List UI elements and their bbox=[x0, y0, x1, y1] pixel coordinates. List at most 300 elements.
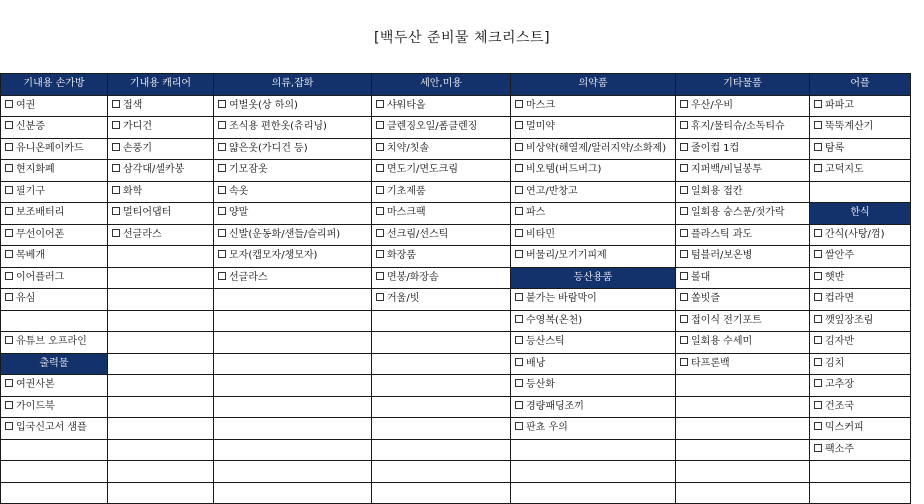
item-label: 컵라면 bbox=[825, 293, 854, 305]
checkbox-icon[interactable] bbox=[515, 401, 523, 409]
empty-cell bbox=[108, 289, 214, 311]
checklist-item bbox=[214, 181, 372, 203]
item-label: 휴지/물티슈/소독티슈 bbox=[691, 121, 785, 133]
checklist-item bbox=[676, 246, 810, 268]
checkbox-icon[interactable] bbox=[515, 100, 523, 108]
item-label: 신분증 bbox=[16, 121, 45, 133]
checkbox-icon[interactable] bbox=[515, 293, 523, 301]
checkbox-icon[interactable] bbox=[515, 186, 523, 194]
checklist-item bbox=[676, 353, 810, 375]
column-header: 세안,미용 bbox=[372, 74, 511, 96]
item-label: 삼각대/셀카봉 bbox=[123, 164, 185, 176]
item-label: 화장품 bbox=[387, 250, 416, 262]
checklist-item bbox=[214, 160, 372, 182]
empty-cell bbox=[1, 461, 108, 483]
checkbox-icon[interactable] bbox=[515, 336, 523, 344]
empty-cell bbox=[214, 482, 372, 504]
item-label: 고추장 bbox=[825, 379, 854, 391]
item-label: 손풍기 bbox=[123, 142, 152, 154]
column-header: 의약품 bbox=[511, 74, 676, 96]
item-label: 볼대 bbox=[691, 271, 711, 283]
empty-cell bbox=[214, 439, 372, 461]
empty-cell bbox=[810, 181, 911, 203]
checkbox-icon[interactable] bbox=[814, 315, 822, 323]
table-row bbox=[1, 117, 911, 139]
table-row bbox=[1, 267, 911, 289]
empty-cell bbox=[372, 418, 511, 440]
checklist-item bbox=[1, 160, 108, 182]
table-row bbox=[1, 246, 911, 268]
checkbox-icon[interactable] bbox=[5, 379, 13, 387]
checkbox-icon[interactable] bbox=[515, 379, 523, 387]
checklist-item bbox=[511, 310, 676, 332]
checkbox-icon[interactable] bbox=[5, 293, 13, 301]
table-row bbox=[1, 95, 911, 117]
empty-cell bbox=[511, 439, 676, 461]
checkbox-icon[interactable] bbox=[376, 121, 384, 129]
checklist-item bbox=[810, 117, 911, 139]
empty-cell bbox=[108, 310, 214, 332]
checklist-item bbox=[372, 181, 511, 203]
table-row bbox=[1, 353, 911, 375]
checkbox-icon[interactable] bbox=[515, 315, 523, 323]
checklist-item bbox=[372, 95, 511, 117]
empty-cell bbox=[372, 310, 511, 332]
checklist-item bbox=[676, 332, 810, 354]
checkbox-icon[interactable] bbox=[5, 164, 13, 172]
item-label: 타프론백 bbox=[691, 357, 730, 369]
empty-cell bbox=[108, 396, 214, 418]
checklist-item bbox=[511, 203, 676, 225]
checkbox-icon[interactable] bbox=[814, 379, 822, 387]
checklist-item bbox=[372, 267, 511, 289]
checkbox-icon[interactable] bbox=[814, 229, 822, 237]
column-header: 등산용품 bbox=[511, 267, 676, 289]
checkbox-icon[interactable] bbox=[376, 164, 384, 172]
checkbox-icon[interactable] bbox=[515, 121, 523, 129]
item-label: 무선이어폰 bbox=[16, 228, 65, 240]
checkbox-icon[interactable] bbox=[814, 293, 822, 301]
checkbox-icon[interactable] bbox=[376, 100, 384, 108]
item-label: 파파고 bbox=[825, 99, 854, 111]
item-label: 연고/반창고 bbox=[526, 185, 578, 197]
empty-cell bbox=[214, 461, 372, 483]
empty-cell bbox=[676, 396, 810, 418]
item-label: 김자반 bbox=[825, 336, 854, 348]
checklist-item bbox=[511, 138, 676, 160]
item-label: 여벌옷(상 하의) bbox=[229, 99, 298, 111]
column-header: 기내용 손가방 bbox=[1, 74, 108, 96]
checklist-item bbox=[214, 203, 372, 225]
checkbox-icon[interactable] bbox=[5, 121, 13, 129]
checkbox-icon[interactable] bbox=[680, 358, 688, 366]
item-label: 신발(운동화/샌들/슬리퍼) bbox=[229, 228, 341, 240]
empty-cell bbox=[108, 418, 214, 440]
empty-cell bbox=[810, 482, 911, 504]
item-label: 접색 bbox=[123, 99, 143, 111]
checklist-item bbox=[676, 203, 810, 225]
checklist-item bbox=[108, 160, 214, 182]
item-label: 치약/칫솔 bbox=[387, 142, 430, 154]
empty-cell bbox=[372, 375, 511, 397]
item-label: 현지화폐 bbox=[16, 164, 55, 176]
column-header: 기내용 캐리어 bbox=[108, 74, 214, 96]
checklist-item bbox=[214, 138, 372, 160]
checkbox-icon[interactable] bbox=[515, 250, 523, 258]
item-label: 비타민 bbox=[526, 228, 555, 240]
checkbox-icon[interactable] bbox=[515, 164, 523, 172]
item-label: 깻잎장조림 bbox=[825, 314, 874, 326]
table-row bbox=[1, 203, 911, 225]
item-label: 유튜브 오프라인 bbox=[16, 336, 87, 348]
checklist-item bbox=[810, 396, 911, 418]
item-label: 등산화 bbox=[526, 379, 555, 391]
item-label: 이어플러그 bbox=[16, 271, 65, 283]
checkbox-icon[interactable] bbox=[680, 315, 688, 323]
checkbox-icon[interactable] bbox=[814, 121, 822, 129]
checklist-item bbox=[108, 117, 214, 139]
item-label: 붙가는 바람막이 bbox=[526, 293, 597, 305]
item-label: 일회용 숭스푼/젓가락 bbox=[691, 207, 785, 219]
checkbox-icon[interactable] bbox=[680, 336, 688, 344]
item-label: 마스크 bbox=[526, 99, 555, 111]
item-label: 등산스틱 bbox=[526, 336, 565, 348]
empty-cell bbox=[108, 332, 214, 354]
checkbox-icon[interactable] bbox=[5, 186, 13, 194]
checklist-item bbox=[810, 224, 911, 246]
table-row bbox=[1, 482, 911, 504]
table-row bbox=[1, 375, 911, 397]
checklist-item bbox=[1, 246, 108, 268]
checklist-item bbox=[810, 289, 911, 311]
checklist-item bbox=[810, 439, 911, 461]
checkbox-icon[interactable] bbox=[814, 401, 822, 409]
checklist-item bbox=[810, 375, 911, 397]
empty-cell bbox=[1, 482, 108, 504]
checklist-item bbox=[214, 224, 372, 246]
item-label: 판쵸 우의 bbox=[526, 422, 568, 434]
empty-cell bbox=[108, 482, 214, 504]
checklist-item bbox=[1, 332, 108, 354]
item-label: 입국신고서 샘플 bbox=[16, 422, 87, 434]
checklist-item bbox=[1, 117, 108, 139]
checkbox-icon[interactable] bbox=[814, 358, 822, 366]
empty-cell bbox=[511, 461, 676, 483]
checkbox-icon[interactable] bbox=[5, 401, 13, 409]
checklist-item bbox=[810, 138, 911, 160]
checkbox-icon[interactable] bbox=[680, 143, 688, 151]
empty-cell bbox=[676, 439, 810, 461]
checklist-item bbox=[676, 181, 810, 203]
item-label: 속옷 bbox=[229, 185, 249, 197]
checkbox-icon[interactable] bbox=[5, 100, 13, 108]
table-row bbox=[1, 138, 911, 160]
checkbox-icon[interactable] bbox=[814, 250, 822, 258]
checklist-item bbox=[1, 375, 108, 397]
item-label: 양말 bbox=[229, 207, 249, 219]
table-row bbox=[1, 310, 911, 332]
item-label: 얇은옷(가디건 등) bbox=[229, 142, 308, 154]
checklist-item bbox=[1, 267, 108, 289]
column-header: 어플 bbox=[810, 74, 911, 96]
checklist-item bbox=[1, 181, 108, 203]
table-row bbox=[1, 181, 911, 203]
checklist-item bbox=[372, 160, 511, 182]
checkbox-icon[interactable] bbox=[112, 121, 120, 129]
column-header: 출력물 bbox=[1, 353, 108, 375]
checklist-item bbox=[810, 353, 911, 375]
item-label: 버물리/모기기피제 bbox=[526, 250, 607, 262]
checkbox-icon[interactable] bbox=[376, 186, 384, 194]
checkbox-icon[interactable] bbox=[680, 100, 688, 108]
checklist-item bbox=[676, 310, 810, 332]
item-label: 가디건 bbox=[123, 121, 152, 133]
item-label: 화학 bbox=[123, 185, 143, 197]
checklist-item bbox=[372, 117, 511, 139]
checkbox-icon[interactable] bbox=[814, 336, 822, 344]
table-row bbox=[1, 160, 911, 182]
item-label: 지퍼백/비닐봉투 bbox=[691, 164, 762, 176]
item-label: 팩소주 bbox=[825, 443, 854, 455]
checklist-item bbox=[1, 396, 108, 418]
checkbox-icon[interactable] bbox=[680, 164, 688, 172]
checkbox-icon[interactable] bbox=[680, 186, 688, 194]
checklist-item bbox=[1, 289, 108, 311]
item-label: 간식(사탕/껌) bbox=[825, 228, 885, 240]
checklist-item bbox=[810, 160, 911, 182]
item-label: 멀티어댑터 bbox=[123, 207, 172, 219]
checklist-item bbox=[1, 224, 108, 246]
empty-cell bbox=[108, 439, 214, 461]
checkbox-icon[interactable] bbox=[218, 250, 226, 258]
checklist-item bbox=[676, 267, 810, 289]
checklist-item bbox=[810, 332, 911, 354]
checkbox-icon[interactable] bbox=[376, 229, 384, 237]
checkbox-icon[interactable] bbox=[515, 422, 523, 430]
item-label: 유심 bbox=[16, 293, 36, 305]
checklist-item bbox=[676, 138, 810, 160]
item-label: 일회용 수세미 bbox=[691, 336, 753, 348]
checklist-item bbox=[511, 95, 676, 117]
checkbox-icon[interactable] bbox=[218, 100, 226, 108]
checkbox-icon[interactable] bbox=[814, 422, 822, 430]
page-title: [백두산 준비물 체크리스트] bbox=[373, 30, 551, 46]
checklist-item bbox=[108, 138, 214, 160]
table-row bbox=[1, 74, 911, 96]
item-label: 햇반 bbox=[825, 271, 845, 283]
checkbox-icon[interactable] bbox=[376, 207, 384, 215]
checkbox-icon[interactable] bbox=[112, 143, 120, 151]
item-label: 수영복(온천) bbox=[526, 314, 583, 326]
item-label: 탐록 bbox=[825, 142, 845, 154]
checkbox-icon[interactable] bbox=[680, 272, 688, 280]
checkbox-icon[interactable] bbox=[376, 293, 384, 301]
item-label: 쌀안주 bbox=[825, 250, 854, 262]
empty-cell bbox=[676, 482, 810, 504]
checkbox-icon[interactable] bbox=[112, 207, 120, 215]
column-header: 의류,잡화 bbox=[214, 74, 372, 96]
column-header: 한식 bbox=[810, 203, 911, 225]
checkbox-icon[interactable] bbox=[218, 143, 226, 151]
empty-cell bbox=[214, 353, 372, 375]
checkbox-icon[interactable] bbox=[112, 100, 120, 108]
checkbox-icon[interactable] bbox=[5, 422, 13, 430]
checkbox-icon[interactable] bbox=[5, 207, 13, 215]
item-label: 기초제품 bbox=[387, 185, 426, 197]
item-label: 샤워타올 bbox=[387, 99, 426, 111]
checkbox-icon[interactable] bbox=[218, 164, 226, 172]
item-label: 줄이컵 1컵 bbox=[691, 142, 740, 154]
item-label: 여권사본 bbox=[16, 379, 55, 391]
checkbox-icon[interactable] bbox=[5, 229, 13, 237]
checklist-item bbox=[511, 375, 676, 397]
checklist-item bbox=[511, 224, 676, 246]
empty-cell bbox=[214, 375, 372, 397]
empty-cell bbox=[372, 353, 511, 375]
empty-cell bbox=[1, 310, 108, 332]
checklist-item bbox=[1, 138, 108, 160]
checkbox-icon[interactable] bbox=[376, 143, 384, 151]
item-label: 쏠빗즐 bbox=[691, 293, 720, 305]
item-label: 텀블러/보온병 bbox=[691, 250, 753, 262]
checklist-item bbox=[810, 310, 911, 332]
item-label: 뚝뚝계산기 bbox=[825, 121, 874, 133]
checklist-item bbox=[372, 138, 511, 160]
item-label: 거울/빗 bbox=[387, 293, 420, 305]
table-row bbox=[1, 289, 911, 311]
item-label: 클렌징오일/폼클렌징 bbox=[387, 121, 478, 133]
item-label: 면봉/화장솜 bbox=[387, 271, 439, 283]
checklist-item bbox=[1, 203, 108, 225]
checklist-table bbox=[0, 73, 911, 504]
item-label: 우산/우비 bbox=[691, 99, 734, 111]
empty-cell bbox=[214, 396, 372, 418]
checklist-item bbox=[372, 224, 511, 246]
empty-cell bbox=[214, 289, 372, 311]
checkbox-icon[interactable] bbox=[680, 293, 688, 301]
checklist-item bbox=[676, 289, 810, 311]
checkbox-icon[interactable] bbox=[814, 100, 822, 108]
checklist-item bbox=[214, 267, 372, 289]
item-label: 여권 bbox=[16, 99, 36, 111]
item-label: 선글라스 bbox=[123, 228, 162, 240]
item-label: 선크림/선스틱 bbox=[387, 228, 449, 240]
empty-cell bbox=[108, 246, 214, 268]
item-label: 믹스커피 bbox=[825, 422, 864, 434]
checkbox-icon[interactable] bbox=[376, 250, 384, 258]
checkbox-icon[interactable] bbox=[112, 229, 120, 237]
checklist-item bbox=[1, 95, 108, 117]
checklist-item bbox=[372, 203, 511, 225]
checklist-item bbox=[511, 117, 676, 139]
checklist-item bbox=[214, 117, 372, 139]
table-row bbox=[1, 418, 911, 440]
empty-cell bbox=[1, 439, 108, 461]
empty-cell bbox=[108, 353, 214, 375]
checkbox-icon[interactable] bbox=[814, 444, 822, 452]
checkbox-icon[interactable] bbox=[515, 207, 523, 215]
checklist-item bbox=[676, 95, 810, 117]
item-label: 일회용 접칸 bbox=[691, 185, 743, 197]
table-row bbox=[1, 396, 911, 418]
checklist-item bbox=[108, 224, 214, 246]
checkbox-icon[interactable] bbox=[112, 164, 120, 172]
item-label: 비오템(버드버그) bbox=[526, 164, 602, 176]
checkbox-icon[interactable] bbox=[218, 272, 226, 280]
checkbox-icon[interactable] bbox=[5, 272, 13, 280]
checkbox-icon[interactable] bbox=[814, 143, 822, 151]
checkbox-icon[interactable] bbox=[5, 250, 13, 258]
item-label: 면도기/면도크림 bbox=[387, 164, 458, 176]
checkbox-icon[interactable] bbox=[814, 164, 822, 172]
item-label: 건조국 bbox=[825, 400, 854, 412]
item-label: 기모잠옷 bbox=[229, 164, 268, 176]
checklist-item bbox=[676, 224, 810, 246]
checklist-item bbox=[214, 95, 372, 117]
checkbox-icon[interactable] bbox=[218, 186, 226, 194]
empty-cell bbox=[108, 461, 214, 483]
checkbox-icon[interactable] bbox=[218, 121, 226, 129]
checkbox-icon[interactable] bbox=[218, 207, 226, 215]
checklist-item bbox=[511, 353, 676, 375]
checklist-item bbox=[372, 289, 511, 311]
empty-cell bbox=[108, 375, 214, 397]
checkbox-icon[interactable] bbox=[680, 207, 688, 215]
empty-cell bbox=[372, 439, 511, 461]
table-row bbox=[1, 224, 911, 246]
checkbox-icon[interactable] bbox=[515, 358, 523, 366]
checklist-item bbox=[511, 181, 676, 203]
checkbox-icon[interactable] bbox=[515, 229, 523, 237]
checkbox-icon[interactable] bbox=[515, 143, 523, 151]
item-label: 김치 bbox=[825, 357, 845, 369]
checkbox-icon[interactable] bbox=[680, 250, 688, 258]
item-label: 선글라스 bbox=[229, 271, 268, 283]
checkbox-icon[interactable] bbox=[680, 229, 688, 237]
empty-cell bbox=[676, 418, 810, 440]
checklist-item bbox=[511, 396, 676, 418]
item-label: 배낭 bbox=[526, 357, 546, 369]
table-row bbox=[1, 461, 911, 483]
item-label: 경량패딩조끼 bbox=[526, 400, 584, 412]
checkbox-icon[interactable] bbox=[5, 143, 13, 151]
item-label: 유니온페이카드 bbox=[16, 142, 84, 154]
checkbox-icon[interactable] bbox=[5, 336, 13, 344]
item-label: 보조배터리 bbox=[16, 207, 65, 219]
item-label: 접이식 전기포트 bbox=[691, 314, 762, 326]
empty-cell bbox=[810, 461, 911, 483]
checklist-item bbox=[676, 117, 810, 139]
checklist-item bbox=[511, 289, 676, 311]
checklist-item bbox=[676, 160, 810, 182]
checkbox-icon[interactable] bbox=[112, 186, 120, 194]
empty-cell bbox=[108, 267, 214, 289]
item-label: 멀미약 bbox=[526, 121, 555, 133]
checklist-item bbox=[214, 246, 372, 268]
checklist-item bbox=[372, 246, 511, 268]
item-label: 비상약(해열제/알러지약/소화제) bbox=[526, 142, 667, 154]
column-header: 기타물품 bbox=[676, 74, 810, 96]
empty-cell bbox=[214, 310, 372, 332]
checkbox-icon[interactable] bbox=[218, 229, 226, 237]
empty-cell bbox=[676, 375, 810, 397]
checkbox-icon[interactable] bbox=[680, 121, 688, 129]
checklist-item bbox=[810, 418, 911, 440]
checklist-item bbox=[108, 95, 214, 117]
checklist-item bbox=[511, 332, 676, 354]
checkbox-icon[interactable] bbox=[376, 272, 384, 280]
checkbox-icon[interactable] bbox=[814, 272, 822, 280]
